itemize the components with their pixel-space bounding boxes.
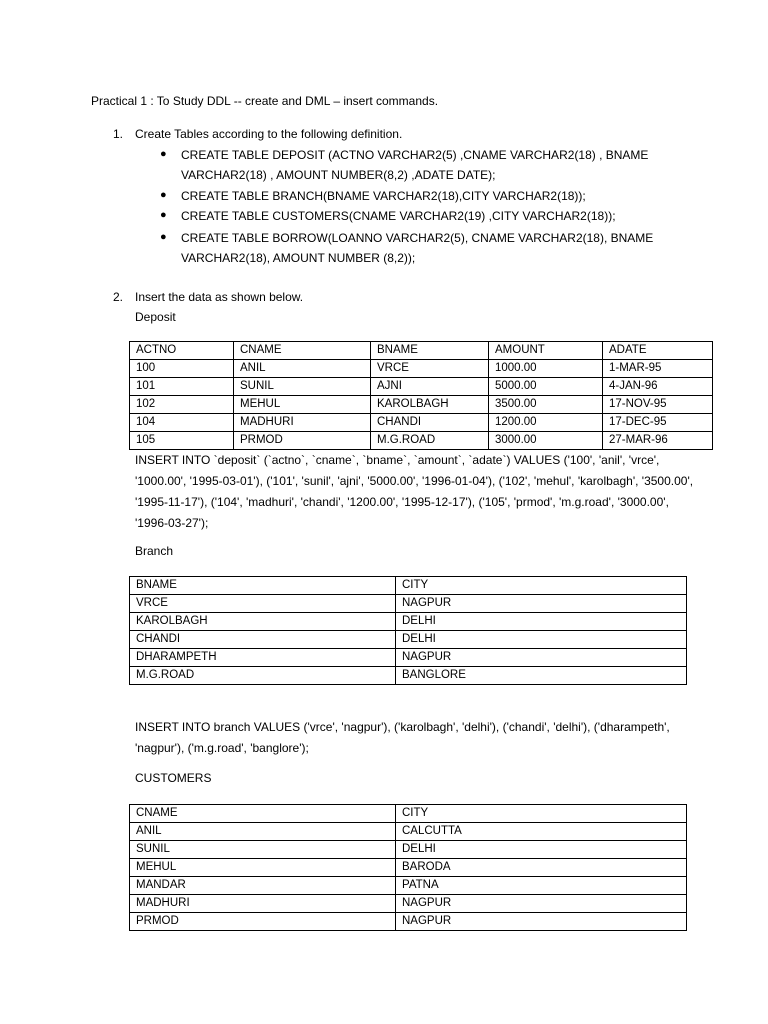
- table-row: [130, 649, 687, 667]
- table-cell: 1200.00: [489, 414, 603, 432]
- table-cell: VRCE: [130, 595, 396, 613]
- create-borrow-line1: CREATE TABLE BORROW(LOANNO VARCHAR2(5), CNAME VARCHAR2(18), BNAME: [181, 231, 654, 245]
- table-cell: 5000.00: [489, 378, 603, 396]
- table-cell: 17-DEC-95: [603, 414, 713, 432]
- column-header: BNAME: [371, 342, 489, 360]
- table-row: [130, 396, 713, 414]
- branch-insert-statement: INSERT INTO branch VALUES ('vrce', 'nagpur'), ('karolbagh', 'delhi'), ('chandi', 'delhi'), ('dharampeth', 'nagpur'), ('m.g.road', 'banglore');: [135, 720, 670, 755]
- table-cell: CHANDI: [130, 631, 396, 649]
- table-row: [130, 823, 687, 841]
- column-header: CITY: [396, 577, 687, 595]
- table-cell: AJNI: [371, 378, 489, 396]
- table-cell: ANIL: [130, 823, 396, 841]
- table-cell: 102: [130, 396, 234, 414]
- table-row: [130, 432, 713, 450]
- table-row: [130, 595, 687, 613]
- table-cell: MEHUL: [234, 396, 371, 414]
- table-row: [130, 859, 687, 877]
- column-header: AMOUNT: [489, 342, 603, 360]
- table-header-row: [130, 342, 713, 360]
- table-cell: MEHUL: [130, 859, 396, 877]
- table-cell: M.G.ROAD: [371, 432, 489, 450]
- table-cell: 3500.00: [489, 396, 603, 414]
- table-cell: DELHI: [396, 613, 687, 631]
- table-row: [130, 631, 687, 649]
- branch-heading: Branch: [135, 544, 174, 558]
- table-cell: DELHI: [396, 631, 687, 649]
- table-cell: 1-MAR-95: [603, 360, 713, 378]
- table-row: [130, 895, 687, 913]
- table-cell: NAGPUR: [396, 595, 687, 613]
- column-header: ADATE: [603, 342, 713, 360]
- table-cell: KAROLBAGH: [371, 396, 489, 414]
- bullet-icon: ●: [160, 209, 167, 221]
- table-cell: VRCE: [371, 360, 489, 378]
- table-cell: 27-MAR-96: [603, 432, 713, 450]
- table-cell: NAGPUR: [396, 895, 687, 913]
- item2-text: Insert the data as shown below.: [135, 290, 304, 304]
- bullet-icon: ●: [160, 189, 167, 201]
- page-title: Practical 1 : To Study DDL -- create and DML – insert commands.: [91, 94, 439, 108]
- branch-table: [129, 576, 687, 685]
- table-cell: 4-JAN-96: [603, 378, 713, 396]
- table-row: [130, 378, 713, 396]
- item2-number: 2.: [113, 290, 124, 304]
- create-deposit-line1: CREATE TABLE DEPOSIT (ACTNO VARCHAR2(5) ,CNAME VARCHAR2(18) , BNAME: [181, 148, 649, 162]
- deposit-table: [129, 341, 713, 450]
- table-cell: NAGPUR: [396, 649, 687, 667]
- table-cell: SUNIL: [130, 841, 396, 859]
- column-header: BNAME: [130, 577, 396, 595]
- table-cell: MADHURI: [130, 895, 396, 913]
- table-cell: BARODA: [396, 859, 687, 877]
- customers-table: [129, 804, 687, 931]
- bullet-icon: ●: [160, 148, 167, 160]
- table-row: [130, 360, 713, 378]
- table-row: [130, 414, 713, 432]
- table-cell: SUNIL: [234, 378, 371, 396]
- table-row: [130, 913, 687, 931]
- create-customers-line: CREATE TABLE CUSTOMERS(CNAME VARCHAR2(19) ,CITY VARCHAR2(18));: [181, 209, 616, 223]
- item1-text: Create Tables according to the following definition.: [135, 127, 403, 141]
- create-borrow-line2: VARCHAR2(18), AMOUNT NUMBER (8,2));: [181, 251, 416, 265]
- table-cell: PATNA: [396, 877, 687, 895]
- table-cell: 3000.00: [489, 432, 603, 450]
- table-cell: 1000.00: [489, 360, 603, 378]
- table-cell: DELHI: [396, 841, 687, 859]
- item1-number: 1.: [113, 127, 124, 141]
- table-row: [130, 841, 687, 859]
- create-branch-line: CREATE TABLE BRANCH(BNAME VARCHAR2(18),CITY VARCHAR2(18));: [181, 189, 586, 203]
- table-row: [130, 877, 687, 895]
- table-cell: BANGLORE: [396, 667, 687, 685]
- create-deposit-line2: VARCHAR2(18) , AMOUNT NUMBER(8,2) ,ADATE DATE);: [181, 168, 496, 182]
- table-cell: PRMOD: [130, 913, 396, 931]
- deposit-heading: Deposit: [135, 310, 176, 324]
- bullet-icon: ●: [160, 231, 167, 243]
- table-cell: PRMOD: [234, 432, 371, 450]
- table-cell: MADHURI: [234, 414, 371, 432]
- table-cell: CHANDI: [371, 414, 489, 432]
- table-cell: 100: [130, 360, 234, 378]
- table-cell: NAGPUR: [396, 913, 687, 931]
- table-cell: KAROLBAGH: [130, 613, 396, 631]
- table-row: [130, 667, 687, 685]
- table-cell: MANDAR: [130, 877, 396, 895]
- table-header-row: [130, 805, 687, 823]
- table-header-row: [130, 577, 687, 595]
- table-cell: 105: [130, 432, 234, 450]
- table-cell: 17-NOV-95: [603, 396, 713, 414]
- table-cell: CALCUTTA: [396, 823, 687, 841]
- table-cell: M.G.ROAD: [130, 667, 396, 685]
- customers-heading: CUSTOMERS: [135, 771, 212, 785]
- column-header: CNAME: [234, 342, 371, 360]
- table-row: [130, 613, 687, 631]
- deposit-insert-statement: INSERT INTO `deposit` (`actno`, `cname`, `bname`, `amount`, `adate`) VALUES ('100', 'anil', 'vrce', '1000.00', '1995-03-01'), ('101', 'sunil', 'ajni', '5000.00', '1996-01-04'), ('102', 'mehul', 'karolbagh', '3500.00', '1995-11-17'), ('104', 'madhuri', 'chandi', '1200.00', '1995-12-17'), ('105', 'prmod', 'm.g.road', '3000.00', '1996-03-27');: [135, 453, 694, 530]
- table-cell: DHARAMPETH: [130, 649, 396, 667]
- table-cell: ANIL: [234, 360, 371, 378]
- column-header: CITY: [396, 805, 687, 823]
- table-cell: 104: [130, 414, 234, 432]
- table-cell: 101: [130, 378, 234, 396]
- column-header: ACTNO: [130, 342, 234, 360]
- column-header: CNAME: [130, 805, 396, 823]
